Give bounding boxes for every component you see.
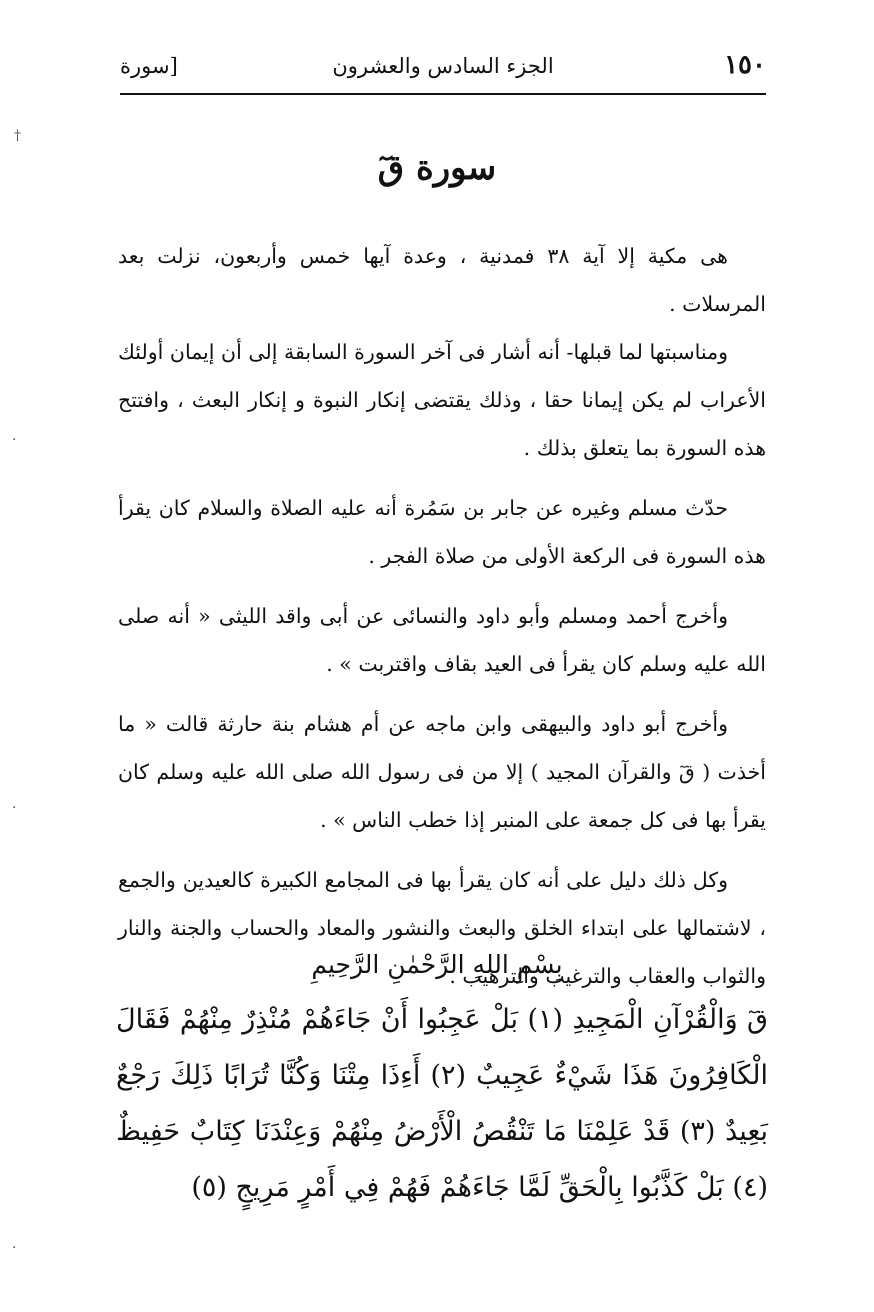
- margin-mark: ·: [12, 1240, 17, 1256]
- paragraph-revelation: هى مكية إلا آية ٣٨ فمدنية ، وعدة آيها خمس وأربعون، نزلت بعد المرسلات .: [118, 244, 766, 316]
- commentary-text: [118, 232, 766, 1000]
- paragraph-hadith-abu-dawud: وأخرج أبو داود والبيهقى وابن ماجه عن أم هشام بنة حارثة قالت « ما أخذت ( قٓ والقرآن المجيد ) إلا من فى رسول الله صلى الله عليه وسلم كان يقرأ بها فى كل جمعة على المنبر إذا خطب الناس » .: [118, 712, 766, 832]
- page-header: [120, 50, 766, 90]
- margin-mark: ·: [12, 432, 17, 448]
- running-title: الجزء السادس والعشرون: [332, 54, 554, 78]
- margin-mark: †: [14, 128, 21, 144]
- paragraph-hadith-muslim: حدّث مسلم وغيره عن جابر بن سَمُرة أنه عليه الصلاة والسلام كان يقرأ هذه السورة فى الركعة الأولى من صلاة الفجر .: [118, 496, 766, 568]
- header-rule: [120, 93, 766, 95]
- page-number: ١٥٠: [724, 50, 766, 80]
- quran-verses: قٓ وَالْقُرْآنِ الْمَجِيدِ (١) بَلْ عَجِبُوا أَنْ جَاءَهُمْ مُنْذِرٌ مِنْهُمْ فَقَالَ الْكَافِرُونَ هَذَا شَيْءٌ عَجِيبٌ (٢) أَءِذَا مِتْنَا وَكُنَّا تُرَابًا ذَلِكَ رَجْعٌ بَعِيدٌ (٣) قَدْ عَلِمْنَا مَا تَنْقُصُ الْأَرْضُ مِنْهُمْ وَعِنْدَنَا كِتَابٌ حَفِيظٌ (٤) بَلْ كَذَّبُوا بِالْحَقِّ لَمَّا جَاءَهُمْ فَهُمْ فِي أَمْرٍ مَرِيجٍ (٥): [116, 1004, 769, 1203]
- paragraph-hadith-ahmad: وأخرج أحمد ومسلم وأبو داود والنسائى عن أبى واقد الليثى « أنه صلى الله عليه وسلم كان يقرأ فى العيد بقاف واقتربت » .: [118, 604, 766, 676]
- paragraph-conclusion: وكل ذلك دليل على أنه كان يقرأ بها فى المجامع الكبيرة كالعيدين والجمع ، لاشتمالها على ابتداء الخلق والبعث والنشور والمعاد والحساب والجنة والنار والثواب والعقاب والترغيب والترهيب .: [118, 868, 766, 988]
- basmala: بِسْمِ اللهِ الرَّحْمٰنِ الرَّحِيمِ: [311, 950, 563, 979]
- running-surah-label: [سورة: [120, 54, 178, 78]
- paragraph-relation: ومناسبتها لما قبلها- أنه أشار فى آخر السورة السابقة إلى أن إيمان أولئك الأعراب لم يكن إيمانا حقا ، وذلك يقتضى إنكار النبوة و إنكار البعث ، وافتتح هذه السورة بما يتعلق بذلك .: [118, 340, 766, 460]
- margin-mark: ·: [12, 800, 17, 816]
- surah-title: سورة قٓ: [377, 148, 497, 188]
